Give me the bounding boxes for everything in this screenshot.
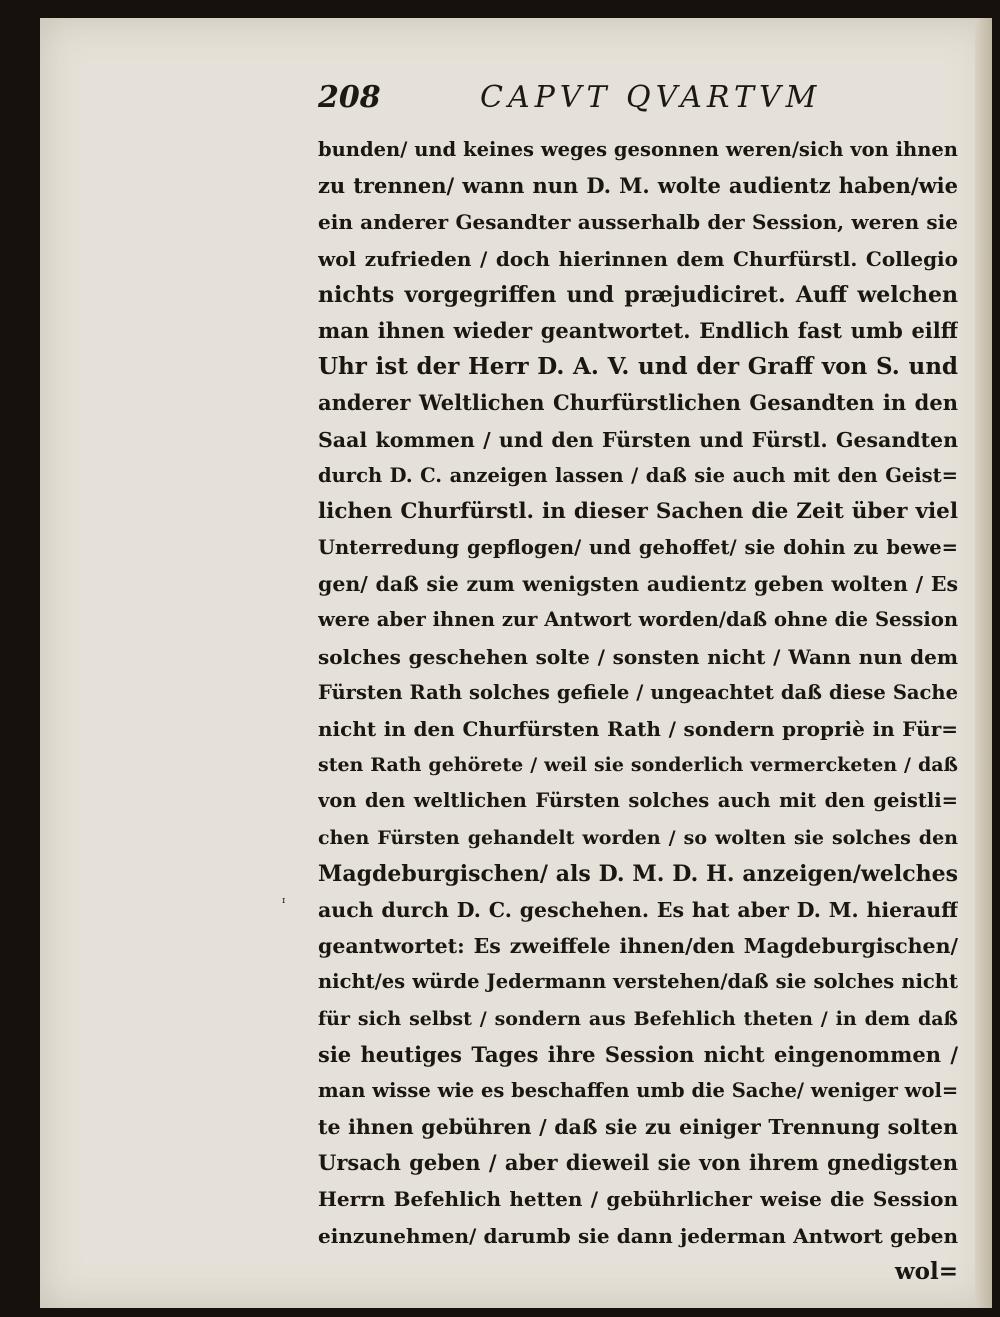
- text-line: von den weltlichen Fürsten solches auch mit den geistli=: [318, 789, 958, 813]
- text-line: geantwortet: Es zweiffele ihnen/den Magdeburgischen/: [318, 934, 958, 959]
- running-head: CAPVT QVARTVM: [480, 80, 822, 115]
- text-line: ein anderer Gesandter ausserhalb der Session, weren sie: [318, 210, 958, 235]
- text-line: bunden/ und keines weges gesonnen weren/sich von ihnen: [318, 138, 958, 161]
- text-line: einzunehmen/ darumb sie dann jederman Antwort geben: [318, 1223, 958, 1248]
- text-line: nicht in den Churfürsten Rath / sondern propriè in Für=: [318, 717, 958, 741]
- text-line: Uhr ist der Herr D. A. V. und der Graff von S. und: [318, 353, 958, 381]
- text-line: auch durch D. C. geschehen. Es hat aber D. M. hierauff: [318, 897, 958, 922]
- text-line: nichts vorgegriffen und præjudiciret. Auff welchen: [318, 281, 958, 308]
- body-text: [318, 132, 958, 1290]
- text-line: Ursach geben / aber dieweil sie von ihrem gnedigsten: [318, 1150, 958, 1176]
- text-line: Fürsten Rath solches gefiele / ungeachtet daß diese Sache: [318, 680, 958, 704]
- text-line: Saal kommen / und den Fürsten und Fürstl. Gesandten: [318, 427, 958, 452]
- text-line: Magdeburgischen/ als D. M. D. H. anzeigen/welches: [318, 860, 958, 887]
- text-line: lichen Churfürstl. in dieser Sachen die Zeit über viel: [318, 498, 958, 524]
- text-line: sten Rath gehörete / weil sie sonderlich vermercketen / daß: [318, 754, 958, 777]
- text-line: man wisse wie es beschaffen umb die Sache/ weniger wol=: [318, 1078, 958, 1102]
- text-line: zu trennen/ wann nun D. M. wolte audientz haben/wie: [318, 173, 958, 199]
- text-line: sie heutiges Tages ihre Session nicht eingenommen /: [318, 1041, 958, 1067]
- text-line: Herrn Befehlich hetten / gebührlicher weise die Session: [318, 1187, 958, 1212]
- catchword: wol=: [894, 1257, 958, 1285]
- text-line: anderer Weltlichen Churfürstlichen Gesandten in den: [318, 390, 958, 416]
- text-line: nicht/es würde Jedermann verstehen/daß sie solches nicht: [318, 970, 958, 994]
- text-line: durch D. C. anzeigen lassen / daß sie auch mit den Geist=: [318, 463, 958, 487]
- text-line: solches geschehen solte / sonsten nicht / Wann nun dem: [318, 644, 958, 669]
- page-number: 208: [318, 80, 381, 115]
- text-line: gen/ daß sie zum wenigsten audientz geben wolten / Es: [318, 572, 958, 597]
- text-line: chen Fürsten gehandelt worden / so wolten sie solches den: [318, 826, 958, 849]
- page-edge: [975, 18, 992, 1308]
- text-line: wol zufrieden / doch hierinnen dem Churfürstl. Collegio: [318, 246, 958, 271]
- text-line: für sich selbst / sondern aus Befehlich theten / in dem daß: [318, 1007, 958, 1030]
- margin-mark: ᶦ: [282, 893, 286, 912]
- text-line: were aber ihnen zur Antwort worden/daß ohne die Session: [318, 608, 958, 632]
- text-line: man ihnen wieder geantwortet. Endlich fast umb eilff: [318, 317, 958, 343]
- text-line: Unterredung gepflogen/ und gehoffet/ sie dohin zu bewe=: [318, 536, 958, 560]
- page-header: [318, 80, 958, 124]
- text-line: te ihnen gebühren / daß sie zu einiger Trennung solten: [318, 1115, 958, 1140]
